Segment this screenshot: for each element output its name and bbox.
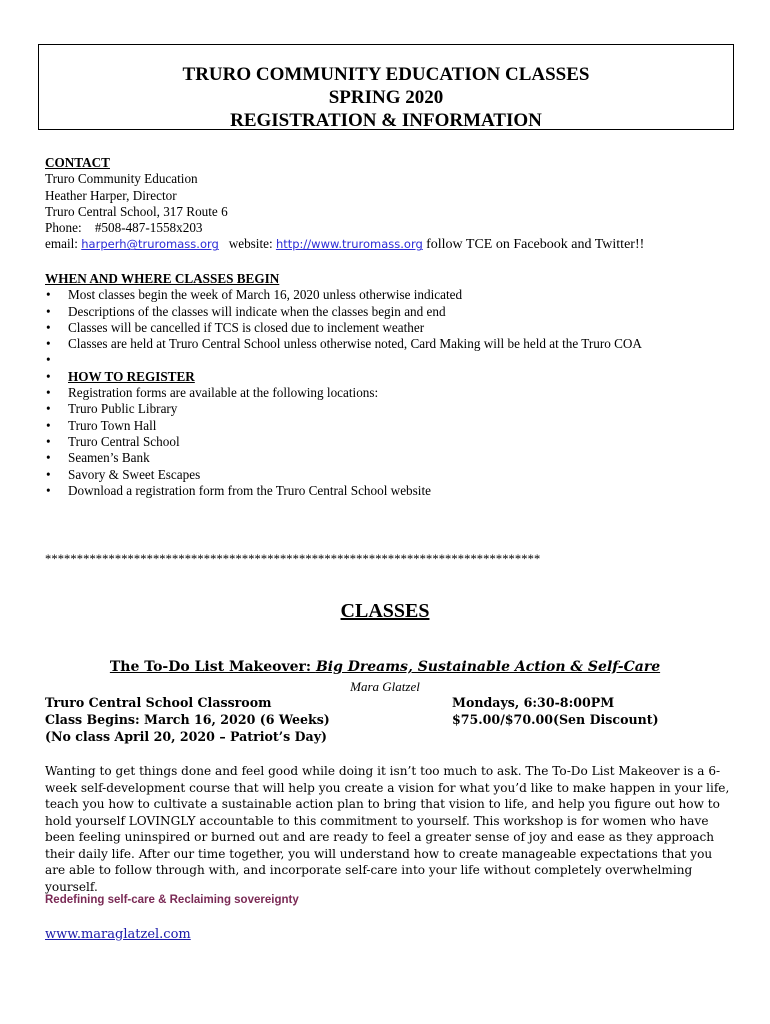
course-title bbox=[0, 659, 770, 675]
contact-section bbox=[45, 155, 644, 254]
email-label: email: bbox=[45, 236, 78, 252]
star-divider: ****************************************************************************** bbox=[45, 552, 541, 566]
list-item: • Truro Central School bbox=[45, 434, 745, 450]
course-title-plain: The To-Do List Makeover: bbox=[109, 659, 316, 675]
course-instructor: Mara Glatzel bbox=[350, 679, 420, 694]
contact-address: Truro Central School, 317 Route 6 bbox=[45, 203, 228, 219]
title-line-1: TRURO COMMUNITY EDUCATION CLASSES bbox=[182, 64, 590, 85]
website-label: website: bbox=[228, 236, 273, 252]
contact-heading: CONTACT bbox=[45, 155, 110, 170]
when-where-heading: WHEN AND WHERE CLASSES BEGIN bbox=[45, 271, 280, 286]
list-item: • Savory & Sweet Escapes bbox=[45, 467, 745, 483]
course-description: Wanting to get things done and feel good while doing it isn’t too much to ask. The To-Do List Makeover is a 6-week self-development course that will help you create a vision for what you’d like to make happen in your life, teach you how to cultivate a sustainable action plan to bring that vision to life, and help you figure out how to hold yourself LOVINGLY accountable to this commitment to yourself. This workshop is for women who have been feeling uninspired or burned out and are ready to feel a greater sense of joy and ease as they approach their daily life. After our time together, you will understand how to create manageable expectations that you are able to follow through with, and incorporate self-care into your life without completely overwhelming yourself. bbox=[45, 764, 730, 894]
course-schedule: Mondays, 6:30-8:00PM bbox=[452, 695, 615, 710]
list-item: • Truro Public Library bbox=[45, 401, 745, 417]
contact-director: Heather Harper, Director bbox=[45, 187, 177, 203]
title-line-3: REGISTRATION & INFORMATION bbox=[230, 110, 542, 131]
contact-email-line bbox=[45, 236, 644, 253]
course-location: Truro Central School Classroom bbox=[45, 695, 272, 710]
course-details-left bbox=[45, 694, 330, 745]
course-no-class: (No class April 20, 2020 – Patriot’s Day) bbox=[45, 729, 327, 744]
list-item: • Most classes begin the week of March 16, 2020 unless otherwise indicated bbox=[45, 287, 745, 303]
register-heading: HOW TO REGISTER bbox=[68, 368, 195, 384]
register-heading-item bbox=[45, 369, 745, 385]
website-link[interactable]: http://www.truromass.org bbox=[275, 237, 423, 252]
list-item: • Registration forms are available at the following locations: bbox=[45, 385, 745, 401]
classes-heading: CLASSES bbox=[340, 600, 430, 622]
course-title-italic: Big Dreams, Sustainable Action & Self-Care bbox=[315, 659, 661, 675]
list-item bbox=[45, 352, 745, 368]
title-line-2: SPRING 2020 bbox=[328, 87, 444, 108]
social-text: follow TCE on Facebook and Twitter!! bbox=[426, 237, 645, 253]
contact-org: Truro Community Education bbox=[45, 171, 198, 187]
course-begins: Class Begins: March 16, 2020 (6 Weeks) bbox=[45, 712, 330, 727]
list-item: • Seamen’s Bank bbox=[45, 450, 745, 466]
list-item: • Classes are held at Truro Central School unless otherwise noted, Card Making will be held at the Truro COA bbox=[45, 336, 745, 352]
list-item: • Classes will be cancelled if TCS is closed due to inclement weather bbox=[45, 320, 745, 336]
course-details-right bbox=[452, 694, 659, 728]
course-tagline: Redefining self-care & Reclaiming sovereignty bbox=[45, 894, 299, 906]
course-price: $75.00/$70.00(Sen Discount) bbox=[452, 712, 659, 727]
when-where-section bbox=[45, 271, 745, 499]
instructor-website-link[interactable]: www.maraglatzel.com bbox=[45, 927, 191, 942]
contact-phone: Phone: #508-487-1558x203 bbox=[45, 220, 203, 236]
list-item: • Truro Town Hall bbox=[45, 418, 745, 434]
list-item: • Download a registration form from the Truro Central School website bbox=[45, 483, 745, 499]
email-link[interactable]: harperh@truromass.org bbox=[81, 237, 219, 252]
when-where-list bbox=[45, 287, 745, 499]
list-item: • Descriptions of the classes will indicate when the classes begin and end bbox=[45, 304, 745, 320]
title-box bbox=[38, 44, 734, 130]
